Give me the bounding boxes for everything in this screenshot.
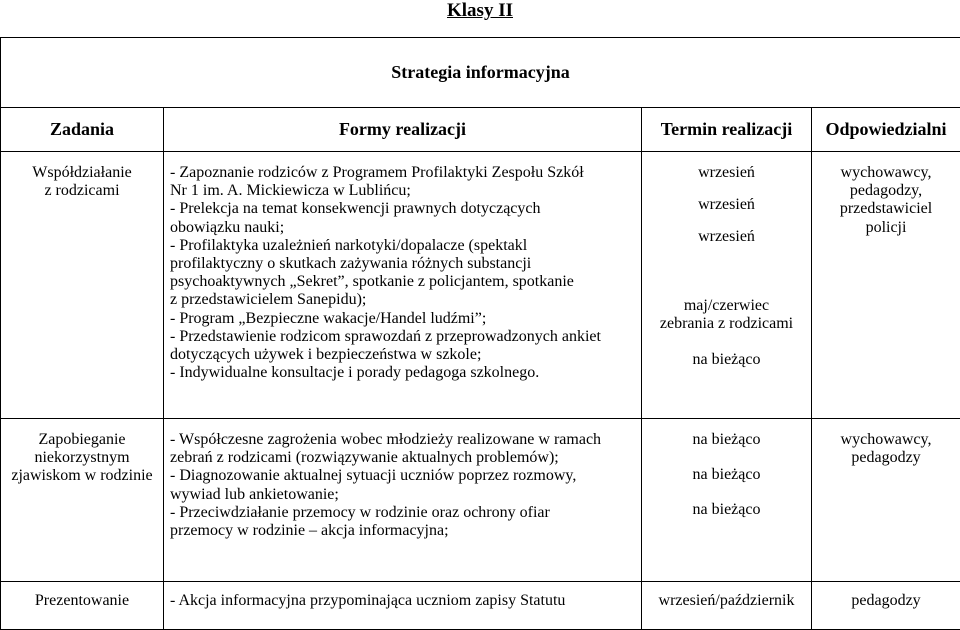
program-table [0, 37, 960, 630]
forms-line: - Program „Bezpieczne wakacje/Handel ludźmi”; [170, 310, 635, 328]
term-line: zebrania z rodzicami [648, 315, 805, 333]
forms-line: - Profilaktyka uzależnień narkotyki/dopalacze (spektakl [170, 237, 635, 255]
task-cell [1, 582, 164, 630]
responsible-line: pedagodzy, [816, 182, 956, 200]
page-title [0, 0, 960, 22]
task-cell [1, 152, 164, 419]
term-line: wrzesień [648, 196, 805, 214]
term-line: wrzesień [648, 228, 805, 246]
responsible-line: pedagodzy [816, 449, 956, 467]
forms-line: profilaktyczny o skutkach zażywania różnych substancji [170, 255, 635, 273]
page-title-text: Klasy II [447, 0, 513, 21]
forms-line: z przedstawicielem Sanepidu); [170, 291, 635, 309]
term-line: na bieżąco [648, 431, 805, 449]
forms-line: - Zapoznanie rodziców z Programem Profilaktyki Zespołu Szkół [170, 164, 635, 182]
forms-line: - Indywidualne konsultacje i porady pedagoga szkolnego. [170, 364, 635, 382]
forms-line: - Prelekcja na temat konsekwencji prawnych dotyczących [170, 200, 635, 218]
term-line: wrzesień/październik [648, 592, 805, 610]
forms-cell [164, 152, 642, 419]
forms-line: - Przeciwdziałanie przemocy w rodzinie oraz ochrony ofiar [170, 504, 635, 522]
term-cell [642, 419, 812, 582]
section-row [1, 38, 960, 108]
forms-line: - Diagnozowanie aktualnej sytuacji uczniów poprzez rozmowy, [170, 467, 635, 485]
task-line: z rodzicami [3, 182, 161, 200]
forms-cell [164, 419, 642, 582]
header-forms: Formy realizacji [164, 108, 642, 152]
responsible-cell [812, 582, 960, 630]
header-term: Termin realizacji [642, 108, 812, 152]
task-cell [1, 419, 164, 582]
header-row [1, 108, 960, 152]
task-line: zjawiskom w rodzinie [3, 467, 161, 485]
table-row [1, 419, 960, 582]
forms-line: zebrań z rodzicami (rozwiązywanie aktualnych problemów); [170, 449, 635, 467]
responsible-line: policji [816, 219, 956, 237]
term-cell [642, 152, 812, 419]
forms-line: - Przedstawienie rodzicom sprawozdań z przeprowadzonych ankiet [170, 328, 635, 346]
responsible-line: wychowawcy, [816, 164, 956, 182]
forms-line: psychoaktywnych „Sekret”, spotkanie z policjantem, spotkanie [170, 273, 635, 291]
responsible-cell [812, 152, 960, 419]
task-line: Prezentowanie [3, 592, 161, 610]
term-line: na bieżąco [648, 351, 805, 369]
term-line: na bieżąco [648, 501, 805, 519]
forms-line: obowiązku nauki; [170, 219, 635, 237]
term-line: na bieżąco [648, 466, 805, 484]
section-title: Strategia informacyjna [1, 38, 960, 108]
forms-line: - Akcja informacyjna przypominająca uczniom zapisy Statutu [170, 592, 635, 610]
forms-line: Nr 1 im. A. Mickiewicza w Lublińcu; [170, 182, 635, 200]
forms-line: - Współczesne zagrożenia wobec młodzieży realizowane w ramach [170, 431, 635, 449]
header-tasks: Zadania [1, 108, 164, 152]
responsible-line: wychowawcy, [816, 431, 956, 449]
table-row [1, 582, 960, 630]
task-line: Zapobieganie [3, 431, 161, 449]
forms-line: przemocy w rodzinie – akcja informacyjna; [170, 522, 635, 540]
term-line: maj/czerwiec [648, 297, 805, 315]
responsible-line: przedstawiciel [816, 200, 956, 218]
table-row [1, 152, 960, 419]
forms-line: dotyczących używek i bezpieczeństwa w szkole; [170, 346, 635, 364]
term-line: wrzesień [648, 164, 805, 182]
task-line: Współdziałanie [3, 164, 161, 182]
responsible-cell [812, 419, 960, 582]
task-line: niekorzystnym [3, 449, 161, 467]
forms-cell [164, 582, 642, 630]
header-responsible: Odpowiedzialni [812, 108, 960, 152]
term-cell [642, 582, 812, 630]
responsible-line: pedagodzy [816, 592, 956, 610]
forms-line: wywiad lub ankietowanie; [170, 486, 635, 504]
